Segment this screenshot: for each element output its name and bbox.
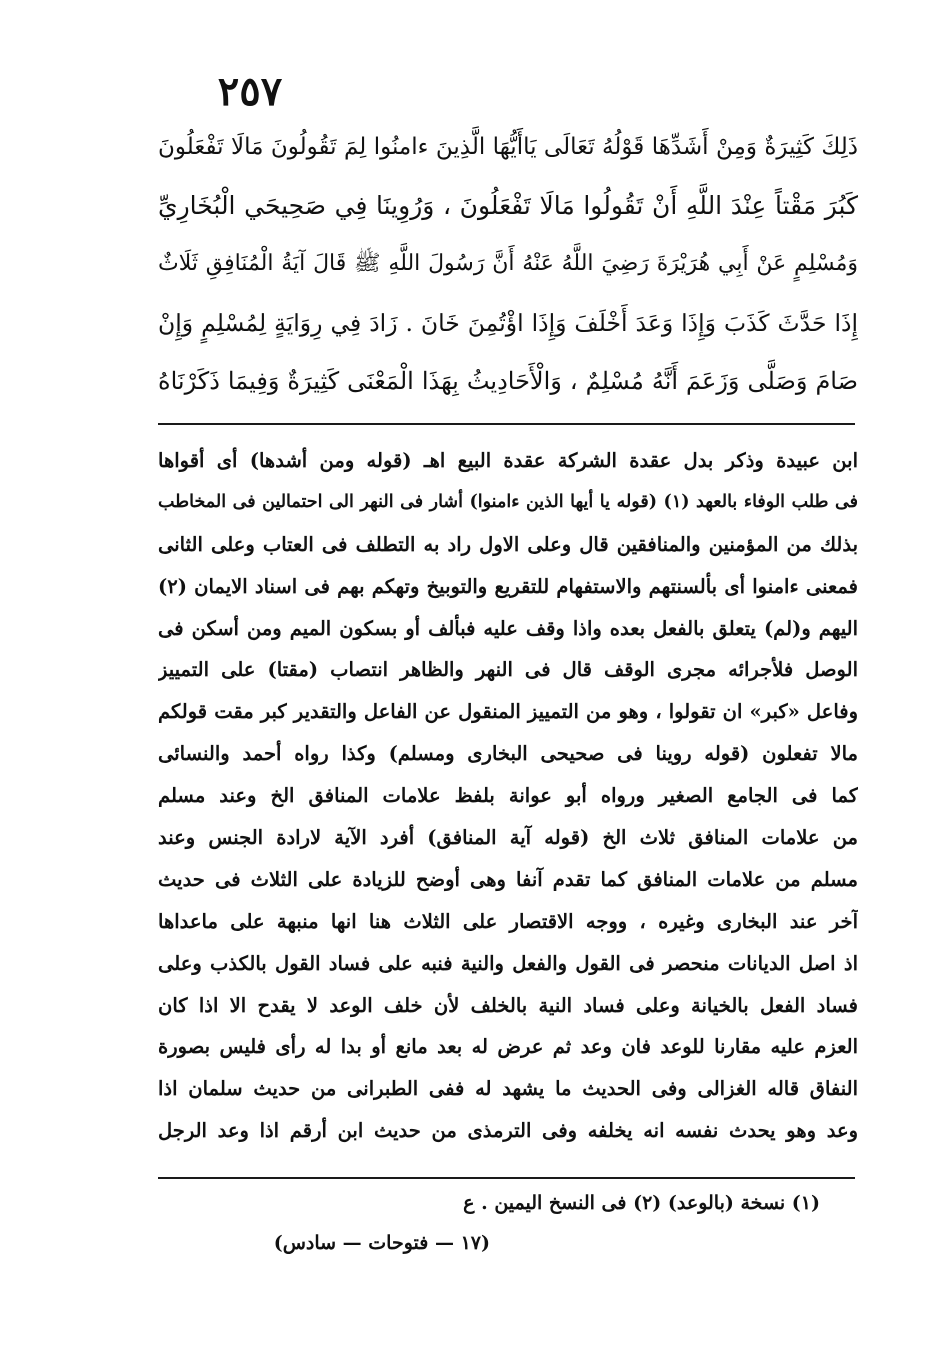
top-divider xyxy=(158,423,855,425)
commentary-line: كما فى الجامع الصغير ورواه أبو عوانة بلفظ علامات المنافق الخ وعند مسلم xyxy=(158,784,858,808)
commentary-line: اليهم و(لم) يتعلق بالفعل بعده واذا وقف عليه فبألف أو بسكون الميم ومن أسكن فى xyxy=(158,616,858,640)
commentary-line: آخر عند البخارى وغيره ، ووجه الاقتصار على الثلاث هنا انها منبهة على ماعداها xyxy=(158,909,858,933)
commentary-line: ابن عبيدة وذكر بدل عقدة الشركة عقدة البيع اهـ (قوله ومن أشدها) أى أقواها xyxy=(158,449,858,472)
commentary-line: بذلك من المؤمنين والمنافقين قال وعلى الاول راد به التطلف فى العتاب وعلى الثانى xyxy=(158,532,858,556)
main-text-line: إِذَا حَدَّثَ كَذَبَ وَإِذَا وَعَدَ أَخْلَفَ وَإِذَا اؤْتُمِنَ خَانَ . زَادَ فِي رِوَايَةٍ لِمُسْلِمٍ وَإِنْ xyxy=(158,308,858,337)
signature-line: (١٧ — فتوحات — سادس) xyxy=(273,1232,490,1254)
commentary-line: مسلم من علامات المنافق كما تقدم آنفا وهى أوضح للزيادة على الثلاث فى حديث xyxy=(158,867,858,891)
main-text-line: ذَلِكَ كَثِيرَةٌ وَمِنْ أَشَدِّهَا قَوْلُهُ تَعَالَى يَاأَيُّهَا الَّذِينَ ءامنُوا لِمَ تَقُولُونَ مَالَا تَفْعَلُونَ xyxy=(158,134,858,160)
commentary-line: العزم عليه مقارنا للوعد فان وعد ثم عرض له بعد مانع أو بدا له رأى فليس بصورة xyxy=(158,1035,858,1059)
commentary-line: فمعنى ءامنوا أى بألسنتهم والاستفهام للتقريع والتوبيخ وتهكم بهم فى اسناد الايمان (٢) xyxy=(158,574,858,598)
commentary-line: وفاعل «كبر» ان تقولوا ، وهو من التمييز المنقول عن الفاعل والتقدير كبر مقت قولكم xyxy=(158,700,858,724)
main-text-line: كَبُرَ مَقْتاً عِنْدَ اللَّهِ أَنْ تَقُولُوا مَالَا تَفْعَلُونَ ، وَرُوِينَا فِي صَحِيحَي الْبُخَارِيِّ xyxy=(158,190,858,220)
commentary-line: من علامات المنافق ثلاث الخ (قوله آية المنافق) أفرد الآية لارادة الجنس وعند xyxy=(158,826,858,850)
commentary-line: مالا تفعلون (قوله روينا فى صحيحى البخارى ومسلم) وكذا رواه أحمد والنسائى xyxy=(158,742,858,766)
main-text-line: وَمُسْلِمٍ عَنْ أَبِي هُرَيْرَةَ رَضِيَ اللَّهُ عَنْهُ أَنَّ رَسُولَ اللَّهِ ﷺ قَالَ آيَةُ الْمُنَافِقِ ثَلَاثٌ xyxy=(158,251,858,277)
main-text-block xyxy=(158,118,858,411)
commentary-line: فى طلب الوفاء بالعهد (١) (قوله يا أيها الذين ءامنوا) أشار فى النهر الى احتمالين فى المخاطب xyxy=(158,491,858,512)
bottom-divider xyxy=(158,1177,855,1179)
commentary-block xyxy=(158,440,858,1152)
main-text-line: صَامَ وَصَلَّى وَزَعَمَ أَنَّهُ مُسْلِمٌ ، وَالْأَحَادِيثُ بِهَذَا الْمَعْنَى كَثِيرَةٌ وَفِيمَا ذَكَرْنَاهُ xyxy=(158,367,858,396)
commentary-line: النفاق قاله الغزالى وفى الحديث ما يشهد له ففى الطبرانى من حديث سلمان اذا xyxy=(158,1077,858,1101)
page-number: ٢٥٧ xyxy=(217,68,283,115)
commentary-line: الوصل فلأجرائه مجرى الوقف قال فى النهر والظاهر انتصاب (مقتا) على التمييز xyxy=(158,658,858,682)
footnote: (١) نسخة (بالوعد) (٢) فى النسخ اليمين . ع xyxy=(463,1192,820,1214)
commentary-line: اذ اصل الديانات منحصر فى القول والفعل والنية فنبه على فساد القول بالكذب وعلى xyxy=(158,951,858,975)
commentary-line: فساد الفعل بالخيانة وعلى فساد النية بالخلف لأن خلف الوعد لا يقدح الا اذا كان xyxy=(158,993,858,1017)
commentary-line: وعد وهو يحدث نفسه انه يخلفه وفى الترمذى من حديث ابن أرقم اذا وعد الرجل xyxy=(158,1119,858,1143)
